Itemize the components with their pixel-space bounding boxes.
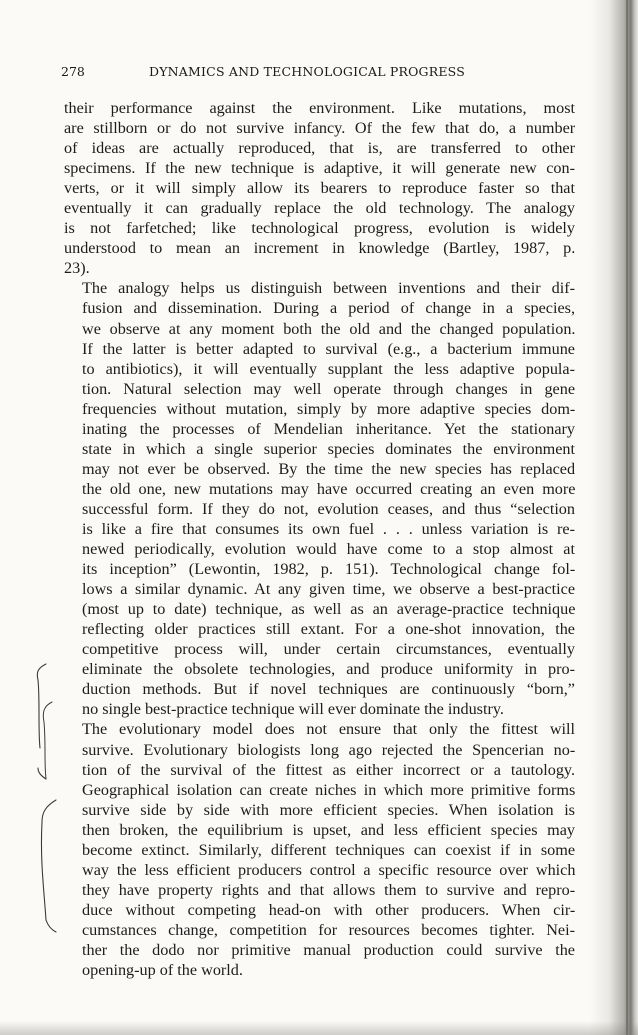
text-line: is like a fire that consumes its own fuel . . . unless variation is re- — [82, 519, 575, 538]
text-line: successful form. If they do not, evolution ceases, and thus “selection — [82, 499, 575, 518]
text-line: inating the processes of Mendelian inheritance. Yet the stationary — [82, 419, 575, 438]
text-line: survive side by side with more efficient species. When isolation is — [82, 800, 575, 819]
paragraph — [64, 278, 575, 719]
text-line: tion of the survival of the fittest as either incorrect or a tautology. — [82, 760, 575, 779]
text-line: eliminate the obsolete technologies, and produce uniformity in pro- — [82, 660, 575, 679]
text-line: specimens. If the new technique is adaptive, it will generate new con- — [64, 159, 575, 178]
text-line: lows a similar dynamic. At any given time, we observe a best-practice — [82, 580, 575, 599]
margin-bracket-lower-line — [41, 800, 56, 920]
text-line: verts, or it will simply allow its bearers to reproduce faster so that — [64, 179, 575, 198]
margin-bracket-upper-inner — [43, 702, 52, 779]
text-line: state in which a single superior species dominates the environment — [82, 439, 576, 458]
text-line: its inception” (Lewontin, 1982, p. 151). Technological change fol- — [82, 560, 576, 579]
text-line: of ideas are actually reproduced, that is, are transferred to other — [64, 139, 575, 158]
text-line: are stillborn or do not survive infancy. Of the few that do, a number — [64, 119, 576, 138]
paragraph — [64, 98, 575, 278]
text-line: cumstances change, competition for resources becomes tighter. Nei- — [82, 920, 575, 939]
running-title: DYNAMICS AND TECHNOLOGICAL PROGRESS — [149, 64, 465, 79]
page-edge-shadow — [590, 0, 638, 1035]
text-line: The evolutionary model does not ensure that only the fittest will — [82, 720, 575, 739]
text-line: reflecting older practices still extant. For a one-shot innovation, the — [82, 620, 575, 639]
text-line: If the latter is better adapted to survival (e.g., a bacterium immune — [82, 339, 575, 358]
page-bottom-shadow — [0, 1021, 638, 1035]
text-line: frequencies without mutation, simply by more adaptive species dom- — [82, 399, 576, 418]
text-line: we observe at any moment both the old and the changed population. — [82, 319, 576, 338]
text-line: (most up to date) technique, as well as an average-practice technique — [82, 600, 576, 619]
text-line: eventually it can gradually replace the old technology. The analogy — [64, 199, 575, 218]
text-line: survive. Evolutionary biologists long ago rejected the Spencerian no- — [82, 740, 576, 759]
text-line: no single best-practice technique will ever dominate the industry. — [82, 700, 504, 719]
text-line: they have property rights and that allows them to survive and repro- — [82, 880, 576, 899]
text-line: may not ever be observed. By the time the new species has replaced — [82, 459, 576, 478]
text-line: become extinct. Similarly, different techniques can coexist if in some — [82, 840, 575, 859]
margin-bracket-upper-line — [37, 664, 46, 748]
text-line: duction methods. But if novel techniques are continuously “born,” — [82, 680, 575, 699]
text-line: to antibiotics), it will eventually supplant the less adaptive popula- — [82, 359, 575, 378]
text-line: is not farfetched; like technological progress, evolution is widely — [64, 219, 575, 238]
text-line: fusion and dissemination. During a period of change in a species, — [82, 299, 575, 318]
text-line: newed periodically, evolution would have come to a stop almost at — [82, 540, 575, 559]
page-number: 278 — [61, 64, 85, 79]
text-line: their performance against the environment. Like mutations, most — [64, 99, 575, 117]
running-head — [61, 64, 581, 82]
text-line: then broken, the equilibrium is upset, and less efficient species may — [82, 820, 575, 839]
margin-bracket-lower-tail — [46, 920, 56, 932]
text-line: tion. Natural selection may well operate through changes in gene — [82, 379, 575, 398]
text-line: the old one, new mutations may have occurred creating an even more — [82, 479, 576, 498]
text-line: duce without competing head-on with other producers. When cir- — [82, 900, 576, 919]
text-line: way the less efficient producers control a specific resource over which — [82, 860, 576, 879]
page-edge-line — [626, 0, 628, 1035]
text-line: opening-up of the world. — [82, 961, 243, 980]
text-line: 23). — [64, 259, 90, 278]
body-text — [64, 98, 575, 980]
text-line: ther the dodo nor primitive manual production could survive the — [82, 940, 575, 959]
text-line: understood to mean an increment in knowledge (Bartley, 1987, p. — [64, 239, 576, 258]
handwritten-margin-brackets — [0, 0, 70, 1035]
text-line: The analogy helps us distinguish between inventions and their dif- — [82, 279, 575, 298]
margin-bracket-upper-tail — [38, 768, 46, 779]
text-line: competitive process will, under certain circumstances, eventually — [82, 640, 575, 659]
text-line: Geographical isolation can create niches in which more primitive forms — [82, 780, 576, 799]
paragraph — [64, 719, 575, 980]
